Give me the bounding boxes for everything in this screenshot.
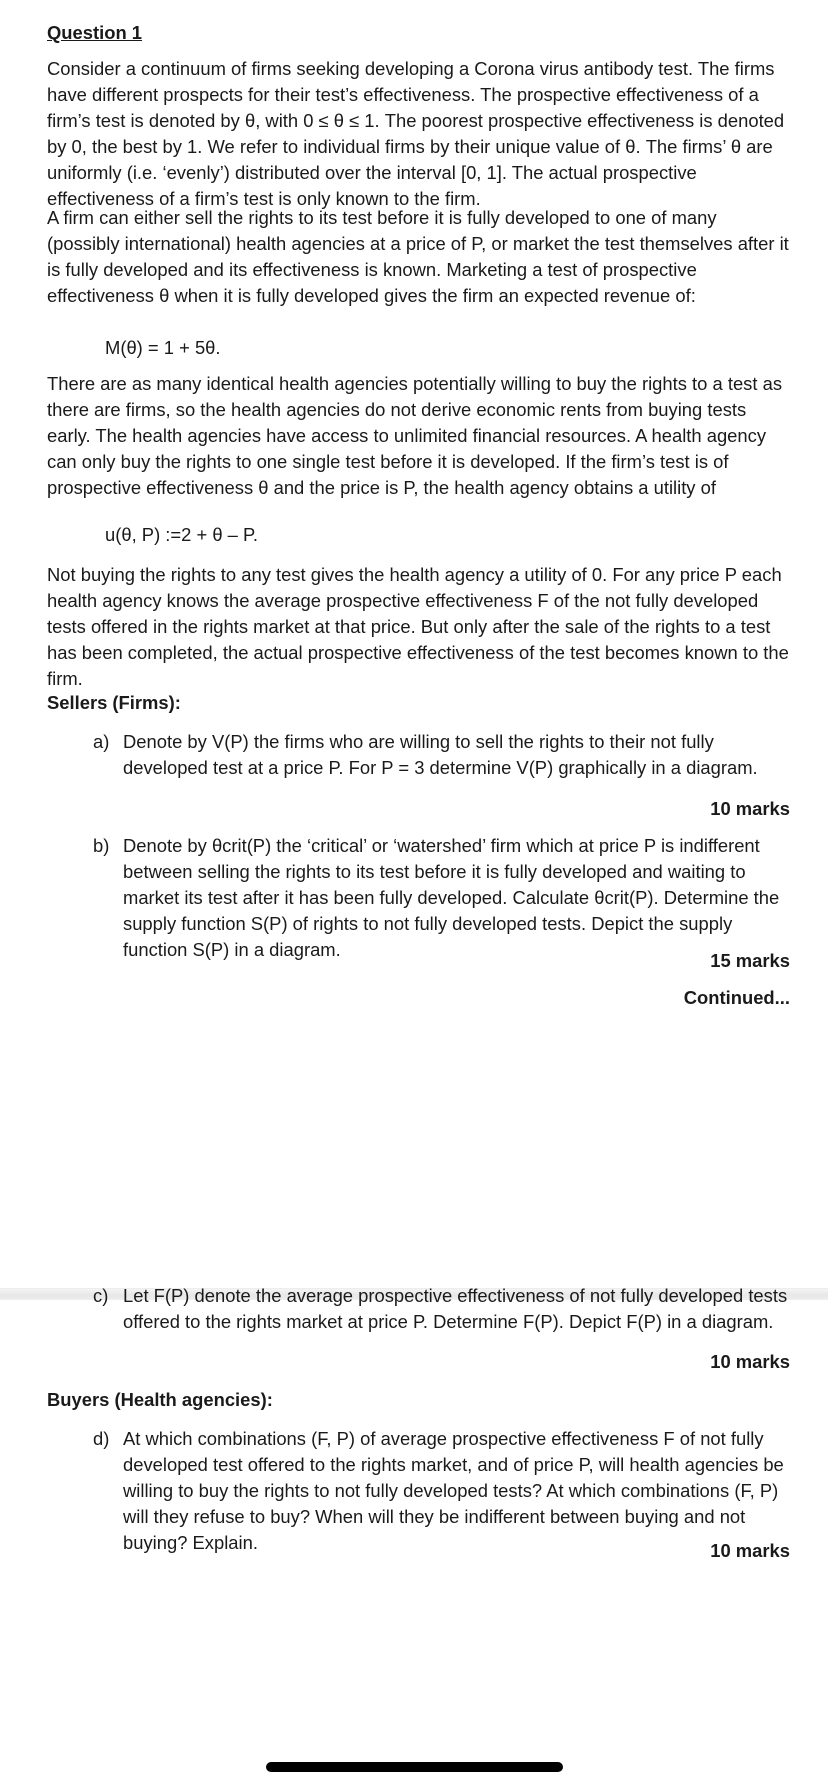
item-label: a) — [93, 731, 110, 752]
home-indicator[interactable] — [266, 1762, 563, 1772]
marks-c: 10 marks — [710, 1351, 790, 1372]
question-item-c — [93, 1283, 799, 1335]
item-text: At which combinations (F, P) of average prospective effectiveness F of not fully developed test offered to the rights market, and of price P, will health agencies be willing to buy the rights to not fully developed tests? At which combinations (F, P) will they refuse to buy? When will they be indifferent between buying and not buying? Explain. — [123, 1428, 784, 1553]
item-label: b) — [93, 835, 110, 856]
question-item-b — [93, 833, 799, 963]
revenue-equation: M(θ) = 1 + 5θ. — [105, 337, 221, 358]
continued-label: Continued... — [683, 987, 790, 1008]
information-paragraph: Not buying the rights to any test gives the health agency a utility of 0. For any price P each health agency knows the average prospective effectiveness F of the not fully developed tests offered in the rights market at that price. But only after the sale of the rights to a test has been completed, the actual prospective effectiveness of the test becomes known to the firm. — [47, 564, 789, 689]
item-text: Denote by V(P) the firms who are willing to sell the rights to their not fully developed test at a price P. For P = 3 determine V(P) graphically in a diagram. — [123, 731, 758, 778]
marks-b: 15 marks — [710, 950, 790, 971]
item-label: c) — [93, 1285, 109, 1306]
item-label: d) — [93, 1428, 110, 1449]
sellers-heading: Sellers (Firms): — [47, 692, 181, 713]
item-text: Let F(P) denote the average prospective effectiveness of not fully developed tests offered to the rights market at price P. Determine F(P). Depict F(P) in a diagram. — [123, 1285, 788, 1332]
agency-paragraph: There are as many identical health agencies potentially willing to buy the rights to a test as there are firms, so the health agencies do not derive economic rents from buying tests early. The health agencies have access to unlimited financial resources. A health agency can only buy the rights to one single test before it is developed. If the firm’s test is of prospective effectiveness θ and the price is P, the health agency obtains a utility of — [47, 373, 783, 498]
document-page-2 — [0, 1285, 828, 1792]
question-item-d — [93, 1426, 799, 1556]
buyers-heading: Buyers (Health agencies): — [47, 1389, 273, 1410]
marks-d: 10 marks — [710, 1540, 790, 1561]
item-text: Denote by θcrit(P) the ‘critical’ or ‘watershed’ firm which at price P is indifferent between selling the rights to its test before it is fully developed and waiting to market its test after it has been fully developed. Calculate θcrit(P). Determine the supply function S(P) of rights to not fully developed tests. Depict the supply function S(P) in a diagram. — [123, 835, 780, 960]
intro-paragraph: Consider a continuum of firms seeking developing a Corona virus antibody test. The firms have different prospects for their test’s effectiveness. The prospective effectiveness of a firm’s test is denoted by θ, with 0 ≤ θ ≤ 1. The poorest prospective effectiveness is denoted by 0, the best by 1. We refer to individual firms by their unique value of θ. The firms’ θ are uniformly (i.e. ‘evenly’) distributed over the interval [0, 1]. The actual prospective effectiveness of a firm’s test is only known to the firm. — [47, 58, 785, 209]
question-title: Question 1 — [47, 22, 143, 43]
option-paragraph: A firm can either sell the rights to its test before it is fully developed to one of many (possibly international) health agencies at a price of P, or market the test themselves after it is fully developed and its effectiveness is known. Marketing a test of prospective effectiveness θ when it is fully developed gives the firm an expected revenue of: — [47, 207, 789, 306]
question-item-a — [93, 729, 799, 781]
marks-a: 10 marks — [710, 798, 790, 819]
utility-equation: u(θ, P) :=2 + θ – P. — [105, 524, 259, 545]
